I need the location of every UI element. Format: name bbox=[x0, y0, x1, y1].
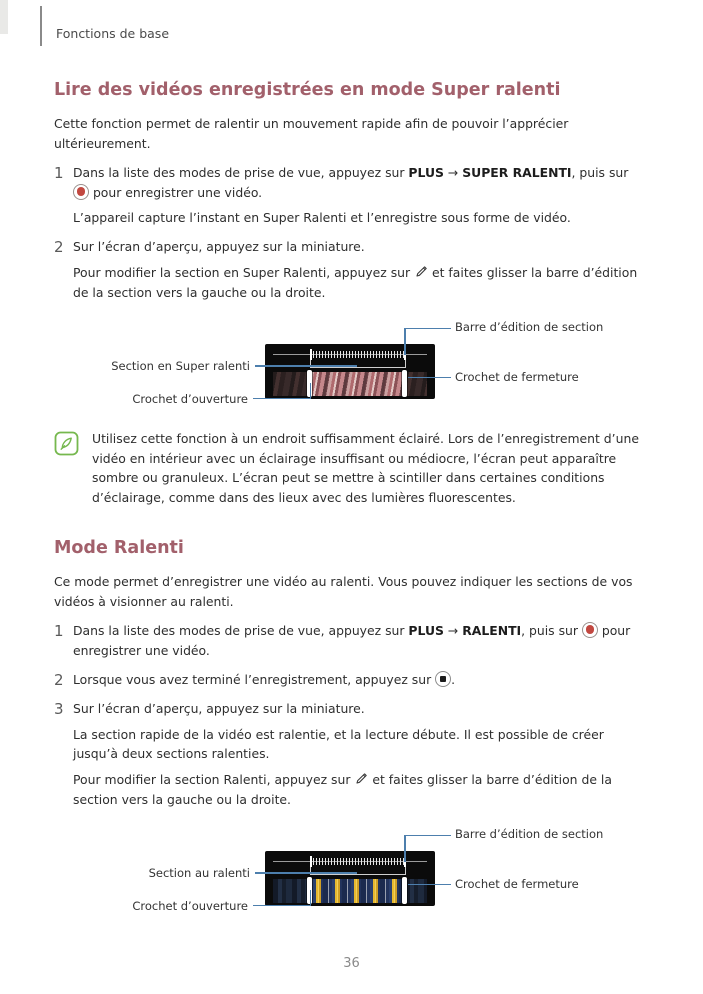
intro-paragraph: Cette fonction permet de ralentir un mouvement rapide afin de pouvoir l’apprécier ultérieurement. bbox=[54, 116, 569, 151]
filmstrip-dim-right bbox=[405, 879, 427, 903]
callout-line bbox=[255, 365, 357, 367]
step-2 bbox=[54, 670, 648, 690]
callout-section-label: Section en Super ralenti bbox=[111, 358, 250, 373]
callout-line bbox=[404, 328, 406, 355]
step-number: 3 bbox=[54, 699, 64, 718]
callout-open-handle-label: Crochet d’ouverture bbox=[132, 898, 248, 913]
step-3 bbox=[54, 699, 648, 810]
edit-bar-start-mark bbox=[310, 856, 312, 867]
callout-line bbox=[253, 905, 311, 907]
step-text: Dans la liste des modes de prise de vue, appuyez sur PLUS → SUPER RALENTI, puis sur pour enregistrer une vidéo. bbox=[73, 164, 629, 200]
step-text: Sur l’écran d’aperçu, appuyez sur la miniature. bbox=[73, 700, 365, 716]
step-number: 2 bbox=[54, 238, 64, 257]
chapter-rule bbox=[40, 6, 42, 46]
note-pencil-icon bbox=[54, 431, 79, 456]
record-button-icon bbox=[73, 184, 89, 200]
page-number: 36 bbox=[343, 956, 360, 971]
callout-line bbox=[404, 835, 451, 837]
step-number: 1 bbox=[54, 621, 64, 640]
callout-close-handle-label: Crochet de fermeture bbox=[455, 369, 579, 384]
callout-edit-bar-label: Barre d’édition de section bbox=[455, 826, 604, 841]
note-text: Utilisez cette fonction à un endroit suffisamment éclairé. Lors de l’enregistrement d’une vidéo en intérieur avec un éclairage insuffisant ou médiocre, l’écran peut apparaître sombre ou granuleux. L’écran peut se mettre à scintiller dans certaines conditions d’éclairage, comme dans des lieux avec des lumières fluorescentes. bbox=[92, 430, 639, 506]
arrow-glyph: → bbox=[443, 164, 463, 180]
section-edit-bar bbox=[310, 351, 405, 358]
callout-line bbox=[408, 377, 451, 379]
step-number: 2 bbox=[54, 670, 64, 689]
close-handle bbox=[402, 877, 407, 904]
page-edge-artifact bbox=[0, 0, 8, 34]
callout-line bbox=[253, 398, 311, 400]
callout-line bbox=[310, 890, 312, 906]
notice-block bbox=[54, 429, 648, 508]
page-content bbox=[54, 80, 648, 920]
step-text: Dans la liste des modes de prise de vue, appuyez sur PLUS → RALENTI, puis sur pour enregistrer une vidéo. bbox=[73, 622, 631, 658]
phone-screenshot bbox=[265, 344, 435, 399]
stop-button-icon bbox=[435, 671, 451, 687]
menu-label-super-ralenti: SUPER RALENTI bbox=[462, 164, 572, 180]
filmstrip-dim-right bbox=[405, 372, 427, 396]
step-body bbox=[73, 237, 648, 303]
callout-line bbox=[404, 328, 451, 330]
edit-bar-start-mark bbox=[310, 349, 312, 360]
menu-label-plus: PLUS bbox=[408, 622, 444, 638]
step-body bbox=[73, 621, 648, 661]
chapter-title: Fonctions de base bbox=[56, 26, 170, 41]
step-result-text: L’appareil capture l’instant en Super Ralenti et l’enregistre sous forme de vidéo. bbox=[73, 210, 571, 226]
section-title-super-slow: Lire des vidéos enregistrées en mode Super ralenti bbox=[54, 80, 561, 100]
edit-pencil-icon bbox=[414, 265, 428, 279]
callout-open-handle-label: Crochet d’ouverture bbox=[132, 391, 248, 406]
callout-line bbox=[408, 884, 451, 886]
menu-label-plus: PLUS bbox=[408, 164, 444, 180]
record-button-icon bbox=[582, 622, 598, 638]
phone-screenshot bbox=[265, 851, 435, 906]
filmstrip-dim-left bbox=[273, 372, 310, 396]
intro-paragraph: Ce mode permet d’enregistrer une vidéo au ralenti. Vous pouvez indiquer les sections de vos vidéos à visionner au ralenti. bbox=[54, 574, 633, 609]
step-result-text: La section rapide de la vidéo est ralentie, et la lecture débute. Il est possible de créer jusqu’à deux sections ralenties. bbox=[73, 726, 604, 762]
callout-line bbox=[310, 383, 312, 399]
filmstrip-section bbox=[310, 372, 405, 396]
section-edit-bar bbox=[310, 858, 405, 865]
step-body bbox=[73, 670, 648, 690]
filmstrip-dim-left bbox=[273, 879, 310, 903]
arrow-glyph: → bbox=[443, 622, 463, 638]
close-handle bbox=[402, 370, 407, 397]
callout-section-label: Section au ralenti bbox=[148, 865, 250, 880]
filmstrip bbox=[273, 879, 427, 903]
step-body bbox=[73, 699, 648, 810]
edit-pencil-icon bbox=[354, 772, 368, 786]
step-edit-text: Pour modifier la section Ralenti, appuyez sur et faites glisser la barre d’édition de la section vers la gauche ou la droite. bbox=[73, 772, 612, 808]
diagram-super-slow-edit bbox=[54, 317, 648, 413]
callout-line bbox=[255, 872, 357, 874]
step-2 bbox=[54, 237, 648, 303]
filmstrip-section bbox=[310, 879, 405, 903]
step-body bbox=[73, 163, 648, 229]
callout-line bbox=[404, 835, 406, 862]
callout-edit-bar-label: Barre d’édition de section bbox=[455, 319, 604, 334]
step-edit-text: Pour modifier la section en Super Ralenti, appuyez sur et faites glisser la barre d’édition de la section vers la gauche ou la droite. bbox=[73, 265, 638, 300]
menu-label-ralenti: RALENTI bbox=[462, 622, 522, 638]
callout-close-handle-label: Crochet de fermeture bbox=[455, 876, 579, 891]
diagram-slow-motion-edit bbox=[54, 824, 648, 920]
step-1 bbox=[54, 621, 648, 661]
step-number: 1 bbox=[54, 163, 64, 182]
step-text: Lorsque vous avez terminé l’enregistrement, appuyez sur . bbox=[73, 671, 456, 687]
step-text: Sur l’écran d’aperçu, appuyez sur la miniature. bbox=[73, 239, 365, 255]
filmstrip bbox=[273, 372, 427, 396]
section-title-slow-motion: Mode Ralenti bbox=[54, 538, 184, 559]
step-1 bbox=[54, 163, 648, 229]
